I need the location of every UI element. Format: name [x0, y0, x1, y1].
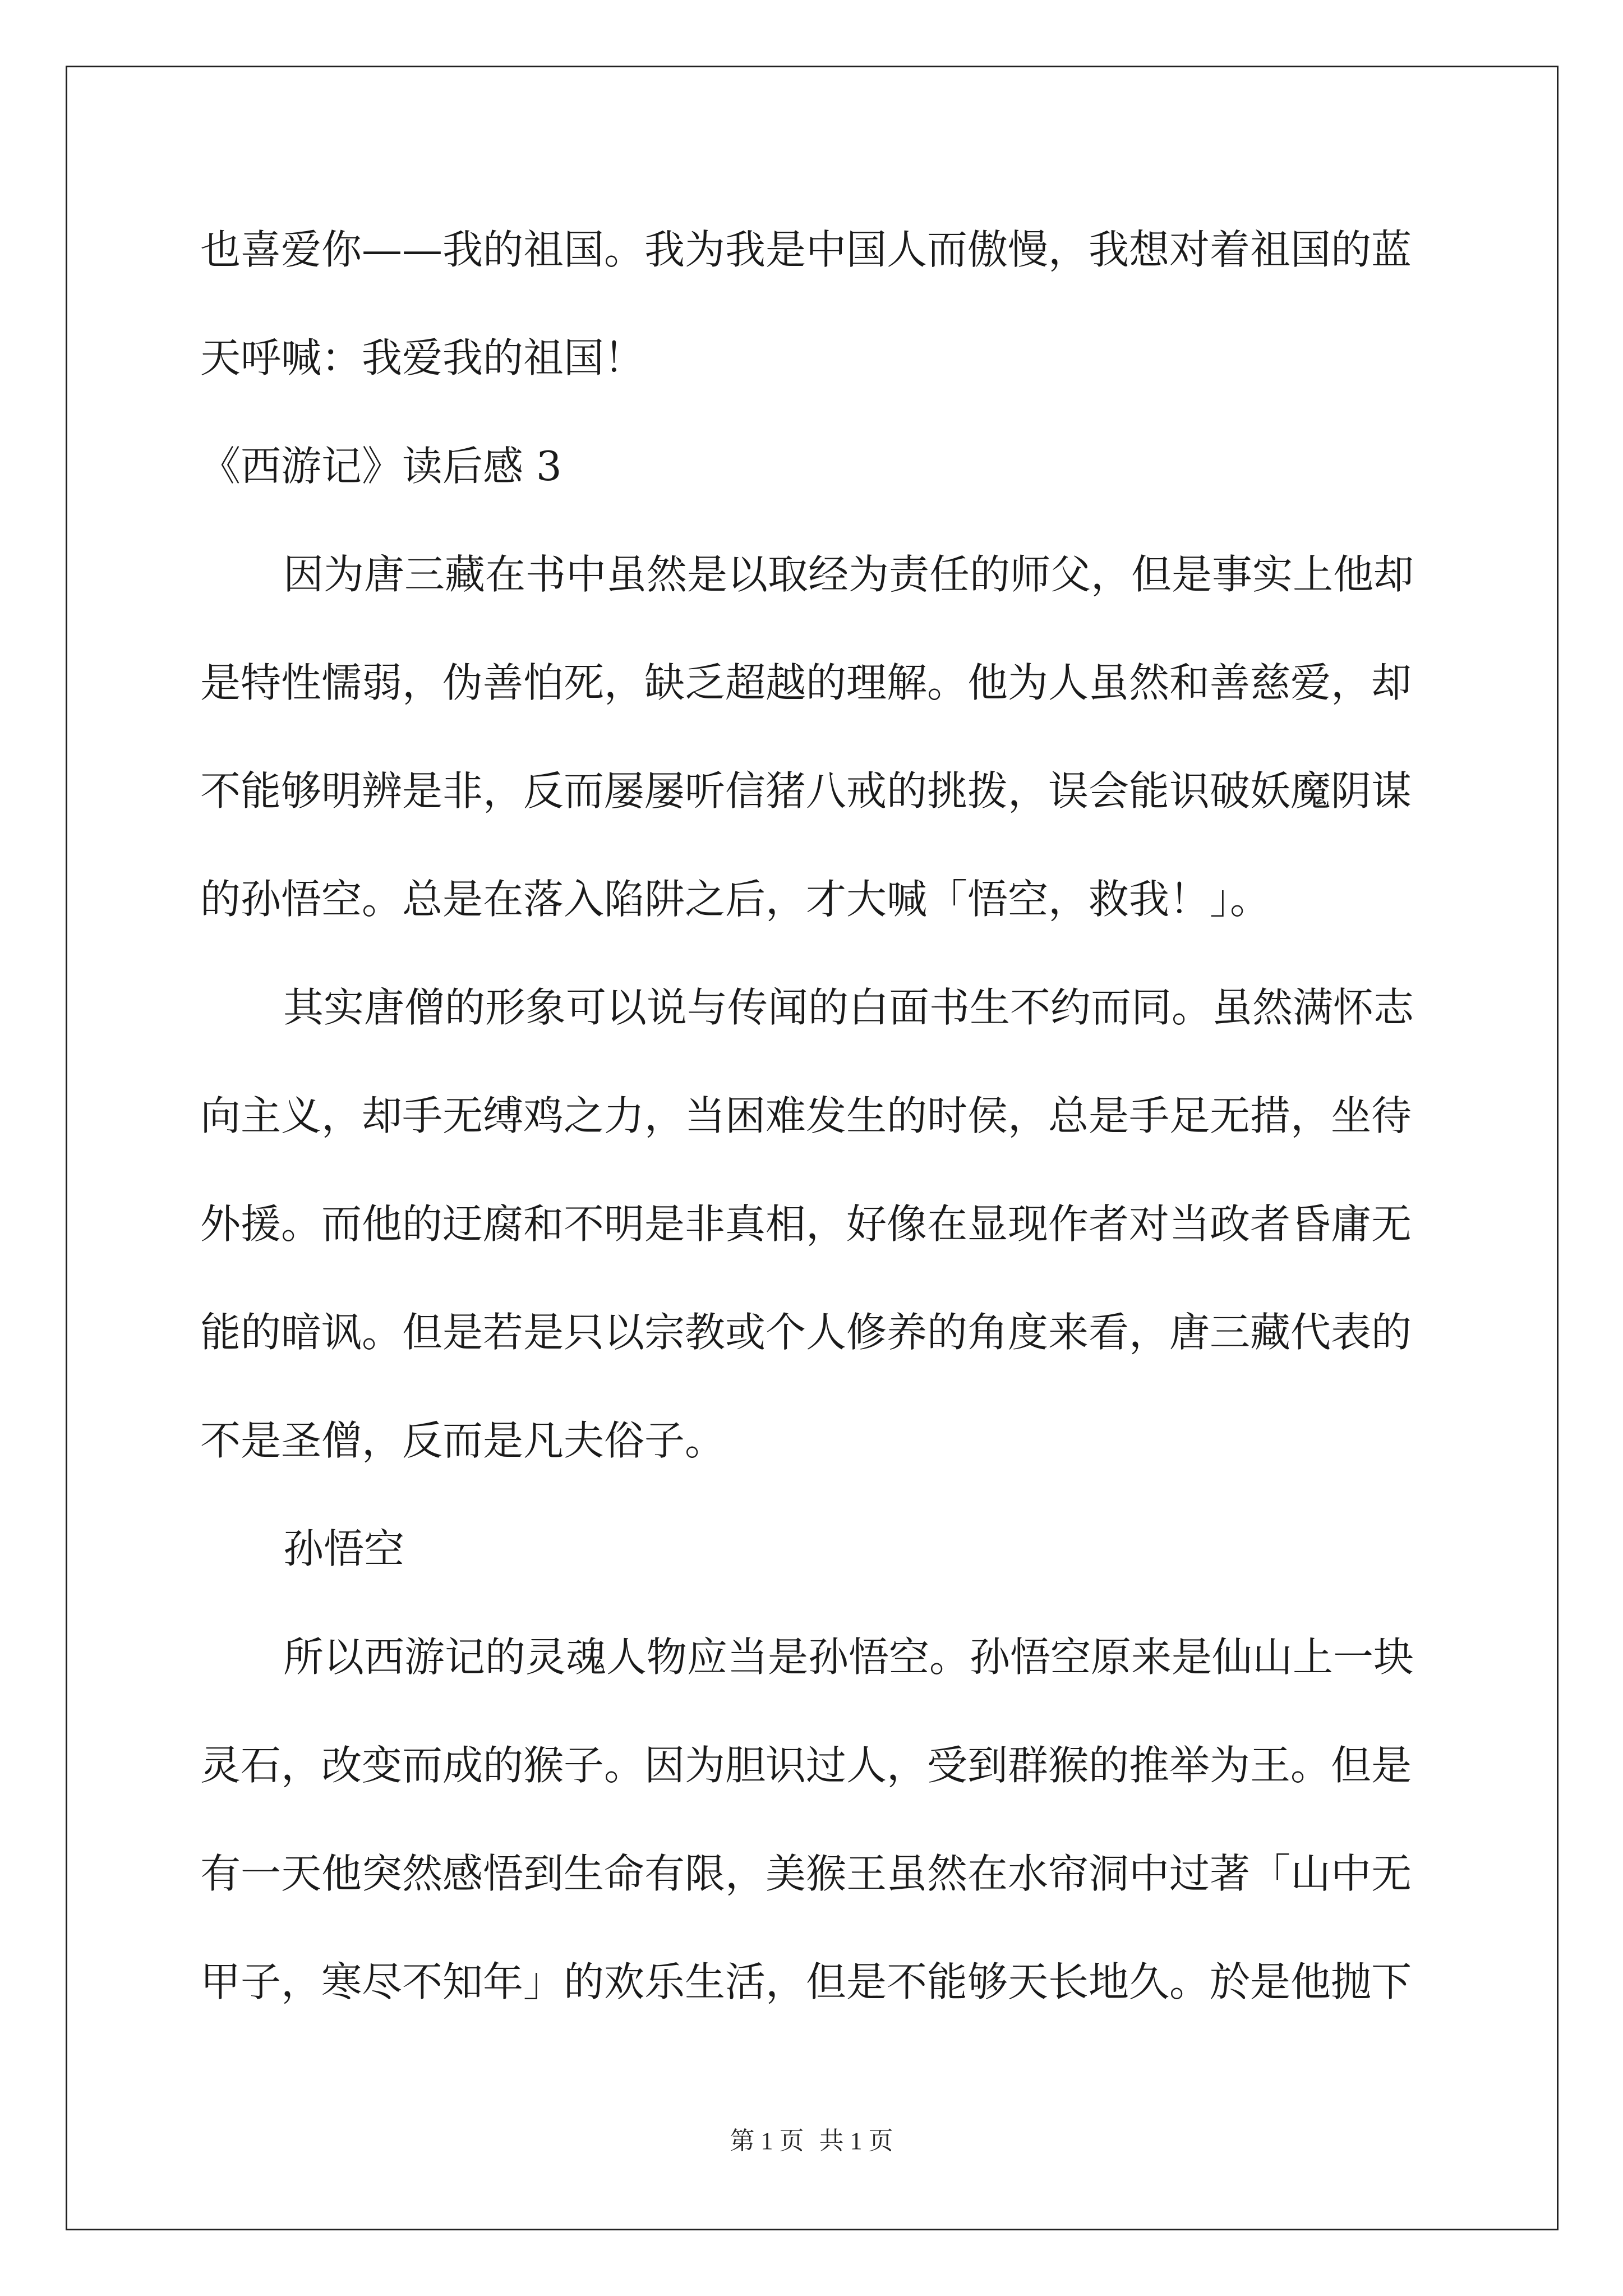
- paragraph-2-line-4: 能的暗讽。但是若是只以宗教或个人修养的角度来看，唐三藏代表的: [200, 1309, 1412, 1356]
- section-heading: 《西游记》读后感 3: [200, 443, 562, 490]
- paragraph-3-line-2: 灵石，改变而成的猴子。因为胆识过人，受到群猴的推举为王。但是: [200, 1742, 1412, 1789]
- paragraph-1-line-2: 是特性懦弱，伪善怕死，缺乏超越的理解。他为人虽然和善慈爱，却: [200, 659, 1412, 706]
- subheading-sun-wukong: 孙悟空: [283, 1525, 405, 1572]
- document-body: [200, 216, 1423, 2056]
- page-footer: [0, 2120, 1623, 2156]
- paragraph-3-line-1: 所以西游记的灵魂人物应当是孙悟空。孙悟空原来是仙山上一块: [283, 1634, 1414, 1681]
- page-total: 共 1 页: [819, 2127, 893, 2155]
- page-number: 第 1 页: [730, 2127, 804, 2155]
- paragraph-1-line-3: 不能够明辨是非，反而屡屡听信猪八戒的挑拨，误会能识破妖魔阴谋: [200, 767, 1412, 815]
- paragraph-3-line-3: 有一天他突然感悟到生命有限，美猴王虽然在水帘洞中过著「山中无: [200, 1850, 1412, 1897]
- text-line-1: 也喜爱你——我的祖国。我为我是中国人而傲慢，我想对着祖国的蓝: [200, 226, 1412, 273]
- paragraph-2-line-1: 其实唐僧的形象可以说与传闻的白面书生不约而同。虽然满怀志: [283, 984, 1414, 1031]
- paragraph-2-line-2: 向主义，却手无缚鸡之力，当困难发生的时侯，总是手足无措，坐待: [200, 1092, 1412, 1139]
- paragraph-2-line-3: 外援。而他的迂腐和不明是非真相，好像在显现作者对当政者昏庸无: [200, 1200, 1412, 1248]
- paragraph-1-line-4: 的孙悟空。总是在落入陷阱之后，才大喊「悟空，救我！」。: [200, 876, 1271, 923]
- paragraph-1-line-1: 因为唐三藏在书中虽然是以取经为责任的师父，但是事实上他却: [283, 551, 1414, 598]
- paragraph-2-line-5: 不是圣僧，反而是凡夫俗子。: [200, 1417, 726, 1464]
- text-line-2: 天呼喊：我爱我的祖国！: [200, 334, 645, 381]
- paragraph-3-line-4: 甲子，寒尽不知年」的欢乐生活，但是不能够天长地久。於是他抛下: [200, 1958, 1412, 2005]
